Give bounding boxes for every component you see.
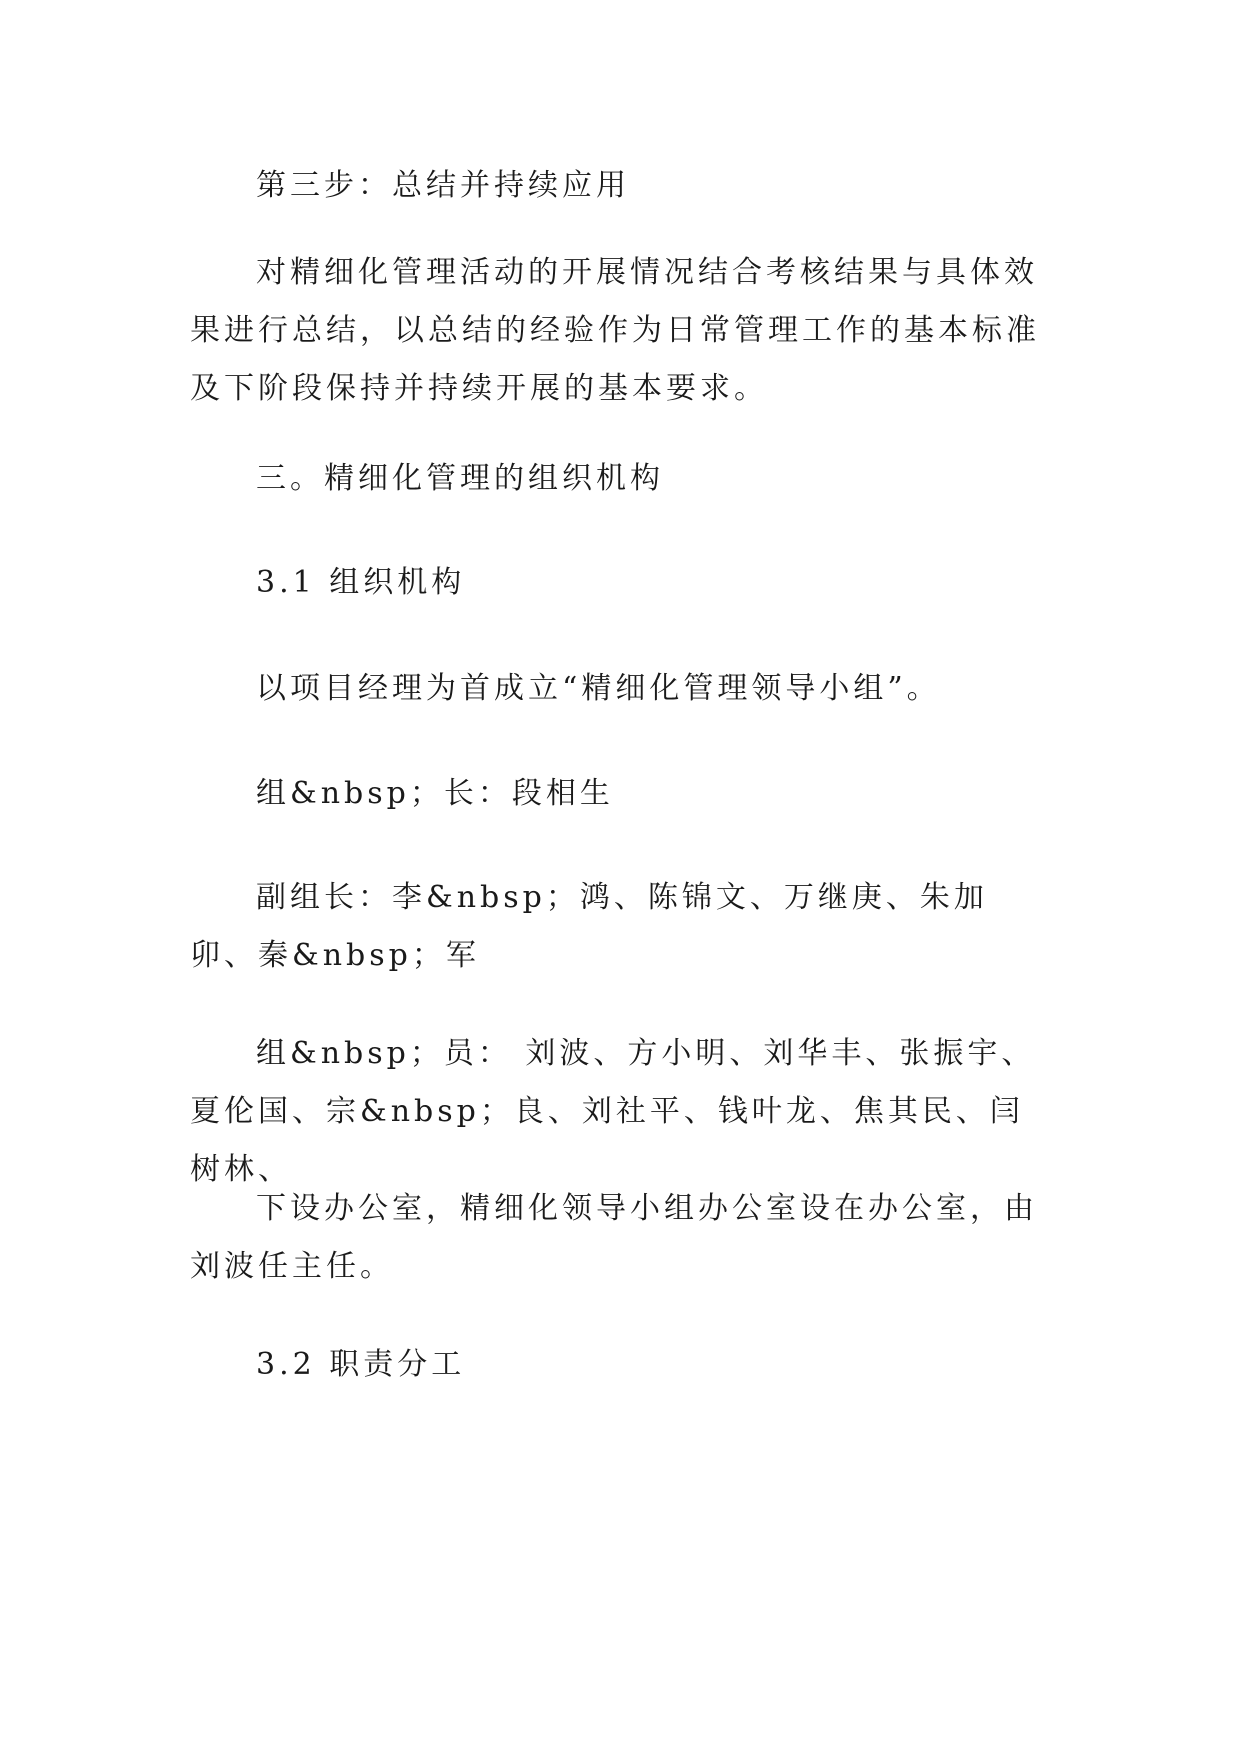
group-members-paragraph: 组&nbsp；员： 刘波、方小明、刘华丰、张振宇、夏伦国、宗&nbsp；良、刘社平、钱叶龙、焦其民、闫树林、 xyxy=(190,1036,1036,1187)
leadership-group-paragraph: 以项目经理为首成立“精细化管理领导小组”。 xyxy=(256,671,941,706)
summary-paragraph: 对精细化管理活动的开展情况结合考核结果与具体效果进行总结，以总结的经验作为日常管理工作的基本标准及下阶段保持并持续开展的基本要求。 xyxy=(190,255,1040,406)
section-three-heading: 三。精细化管理的组织机构 xyxy=(256,461,664,496)
step-three-heading: 第三步：总结并持续应用 xyxy=(256,168,630,203)
group-leader-line: 组&nbsp；长：段相生 xyxy=(256,776,614,811)
subsection-3-2-heading: 3.2 职责分工 xyxy=(256,1347,466,1382)
subsection-3-1-heading: 3.1 组织机构 xyxy=(256,565,466,600)
office-paragraph: 下设办公室，精细化领导小组办公室设在办公室，由刘波任主任。 xyxy=(190,1191,1038,1284)
deputy-leaders-paragraph: 副组长：李&nbsp；鸿、陈锦文、万继庚、朱加卯、秦&nbsp；军 xyxy=(190,880,988,973)
